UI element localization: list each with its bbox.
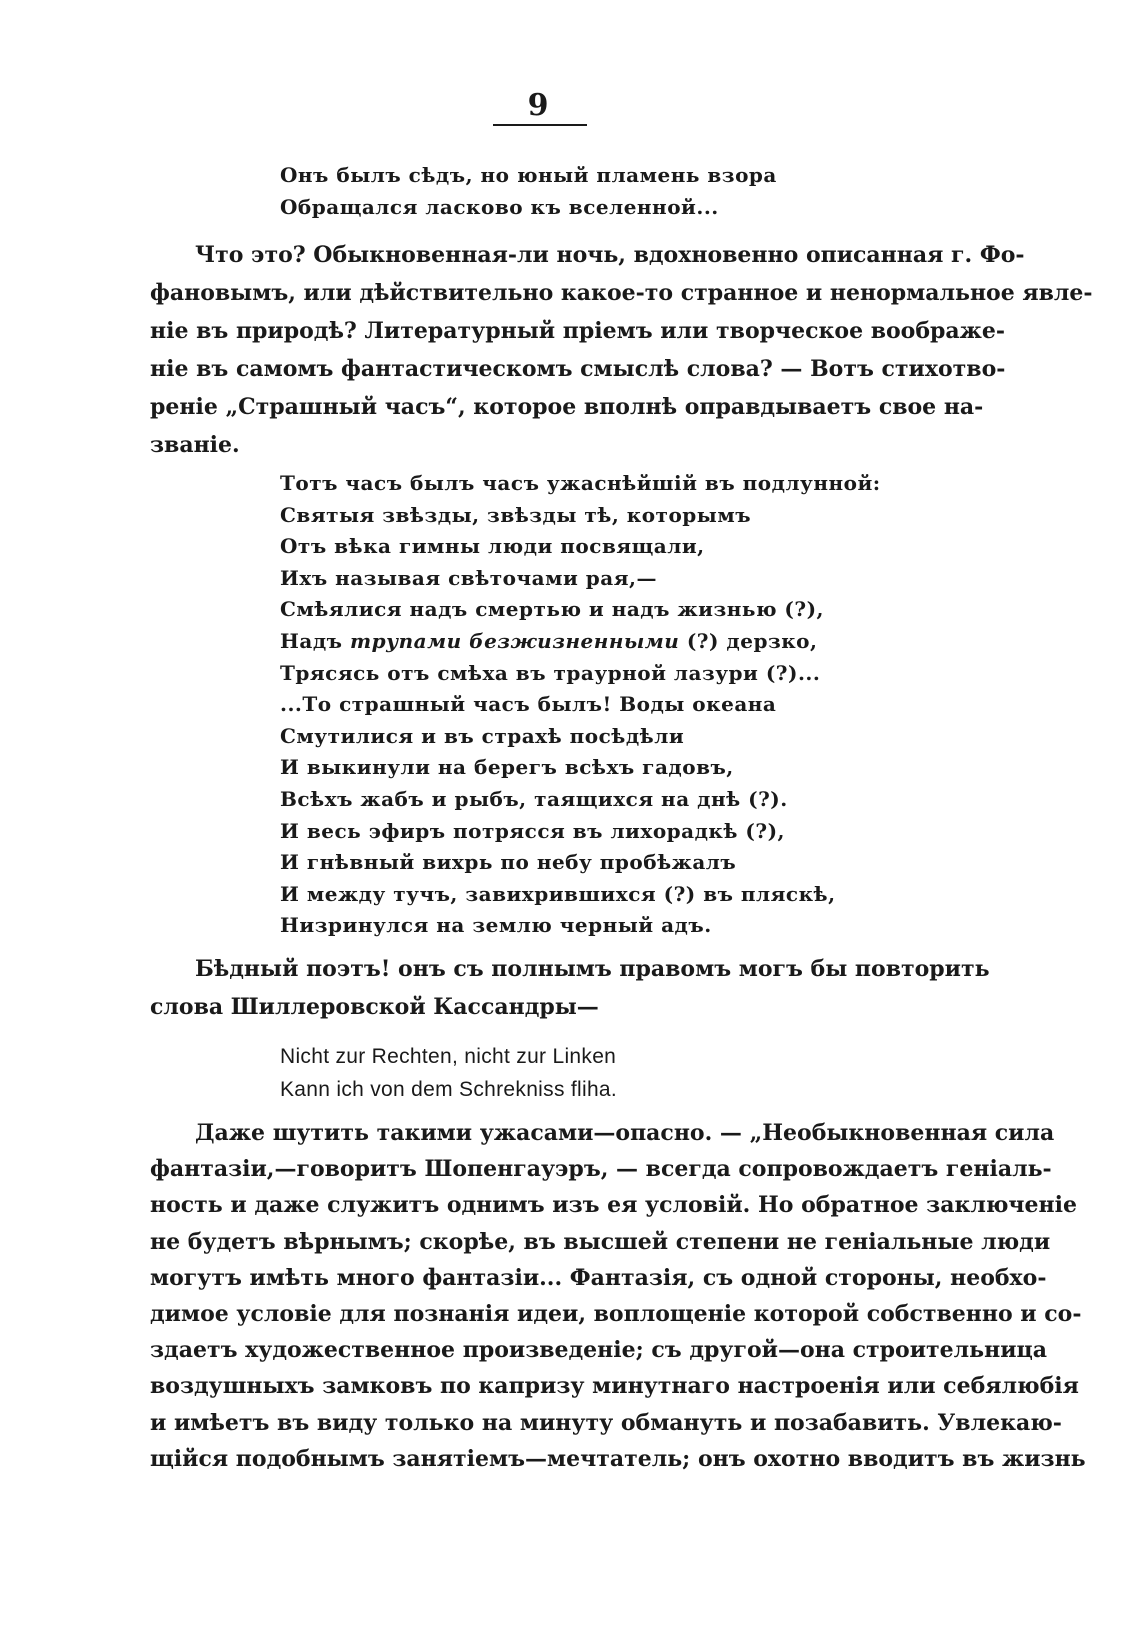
paragraph-line: могутъ имѣть много фантазіи... Фантазія, съ одной стороны, необхо- bbox=[150, 1264, 1047, 1291]
paragraph-line: Даже шутить такими ужасами—опасно. — „Необыкновенная сила bbox=[195, 1120, 1055, 1146]
paragraph-line: и имѣетъ въ виду только на минуту обмануть и позабавить. Увлекаю- bbox=[150, 1409, 1062, 1436]
verse-line: Трясясь отъ смѣха въ траурной лазури (?)... bbox=[280, 660, 821, 685]
verse-line: Онъ былъ сѣдъ, но юный пламень взора bbox=[280, 163, 777, 187]
verse-line: Святыя звѣзды, звѣзды тѣ, которымъ bbox=[280, 502, 752, 527]
paragraph-line: здаетъ художественное произведеніе; съ другой—она строительница bbox=[150, 1337, 1048, 1364]
verse-strashny-chas bbox=[280, 468, 881, 942]
verse-line: Ихъ называя свѣточами рая,— bbox=[280, 565, 657, 590]
verse-line: Смутилися и въ страхѣ посѣдѣли bbox=[280, 723, 685, 748]
verse-line: Kann ich von dem Schrekniss fliha. bbox=[280, 1078, 618, 1101]
verse-line-start: Надъ bbox=[280, 628, 350, 653]
verse-epigraph bbox=[280, 160, 777, 223]
paragraph-line: щійся подобнымъ занятіемъ—мечтатель; онъ охотно вводитъ въ жизнь bbox=[150, 1445, 1086, 1472]
verse-line: Обращался ласково къ вселенной... bbox=[280, 194, 719, 219]
page-number: 9 bbox=[527, 88, 549, 123]
paragraph-what-is-this bbox=[150, 236, 1093, 464]
verse-line-end: (?) дерзко, bbox=[679, 628, 818, 653]
verse-line: Nicht zur Rechten, nicht zur Linken bbox=[280, 1045, 617, 1068]
paragraph-schopenhauer bbox=[150, 1115, 1086, 1477]
paragraph-line: Что это? Обыкновенная-ли ночь, вдохновенно описанная г. Фо- bbox=[195, 242, 1025, 268]
verse-german-quote bbox=[280, 1040, 617, 1106]
verse-line: И гнѣвный вихрь по небу пробѣжалъ bbox=[280, 850, 737, 875]
paragraph-line: реніе „Страшный часъ“, которое вполнѣ оправдываетъ свое на- bbox=[150, 394, 984, 420]
verse-line: Низринулся на землю черный адъ. bbox=[280, 913, 712, 938]
paragraph-line: воздушныхъ замковъ по капризу минутнаго настроенія или себялюбія bbox=[150, 1373, 1079, 1400]
verse-line: Тотъ часъ былъ часъ ужаснѣйшій въ подлунной: bbox=[280, 471, 881, 495]
paragraph-line: димое условіе для познанія идеи, воплощеніе которой собственно и со- bbox=[150, 1300, 1082, 1327]
verse-line: ...То страшный часъ былъ! Воды океана bbox=[280, 692, 777, 717]
paragraph-poor-poet bbox=[150, 950, 990, 1026]
verse-line-with-italic bbox=[280, 626, 881, 658]
paragraph-line: ность и даже служитъ однимъ изъ ея условій. Но обратное заключеніе bbox=[150, 1192, 1077, 1219]
verse-line: И выкинули на берегъ всѣхъ гадовъ, bbox=[280, 755, 734, 780]
verse-line: И весь эфиръ потрясся въ лихорадкѣ (?), bbox=[280, 818, 786, 843]
paragraph-line: Бѣдный поэтъ! онъ съ полнымъ правомъ могъ бы повторить bbox=[195, 956, 990, 982]
verse-line: И между тучъ, завихрившихся (?) въ пляскѣ, bbox=[280, 881, 836, 906]
page-number-rule bbox=[493, 124, 587, 126]
paragraph-line: ніе въ природѣ? Литературный пріемъ или творческое воображе- bbox=[150, 318, 1006, 344]
verse-line: Отъ вѣка гимны люди посвящали, bbox=[280, 534, 705, 559]
paragraph-line: не будетъ вѣрнымъ; скорѣе, въ высшей степени не геніальные люди bbox=[150, 1228, 1051, 1255]
paragraph-line: фановымъ, или дѣйствительно какое-то странное и ненормальное явле- bbox=[150, 280, 1093, 306]
verse-line: Смѣялися надъ смертью и надъ жизнью (?), bbox=[280, 597, 825, 622]
verse-line: Всѣхъ жабъ и рыбъ, таящихся на днѣ (?). bbox=[280, 786, 788, 811]
paragraph-line: ніе въ самомъ фантастическомъ смыслѣ слова? — Вотъ стихотво- bbox=[150, 356, 1006, 382]
paragraph-line: званіе. bbox=[150, 432, 240, 458]
paragraph-line: слова Шиллеровской Кассандры— bbox=[150, 994, 599, 1020]
paragraph-line: фантазіи,—говоритъ Шопенгауэръ, — всегда сопровождаетъ геніаль- bbox=[150, 1156, 1052, 1183]
italic-phrase: трупами безжизненными bbox=[350, 628, 680, 653]
